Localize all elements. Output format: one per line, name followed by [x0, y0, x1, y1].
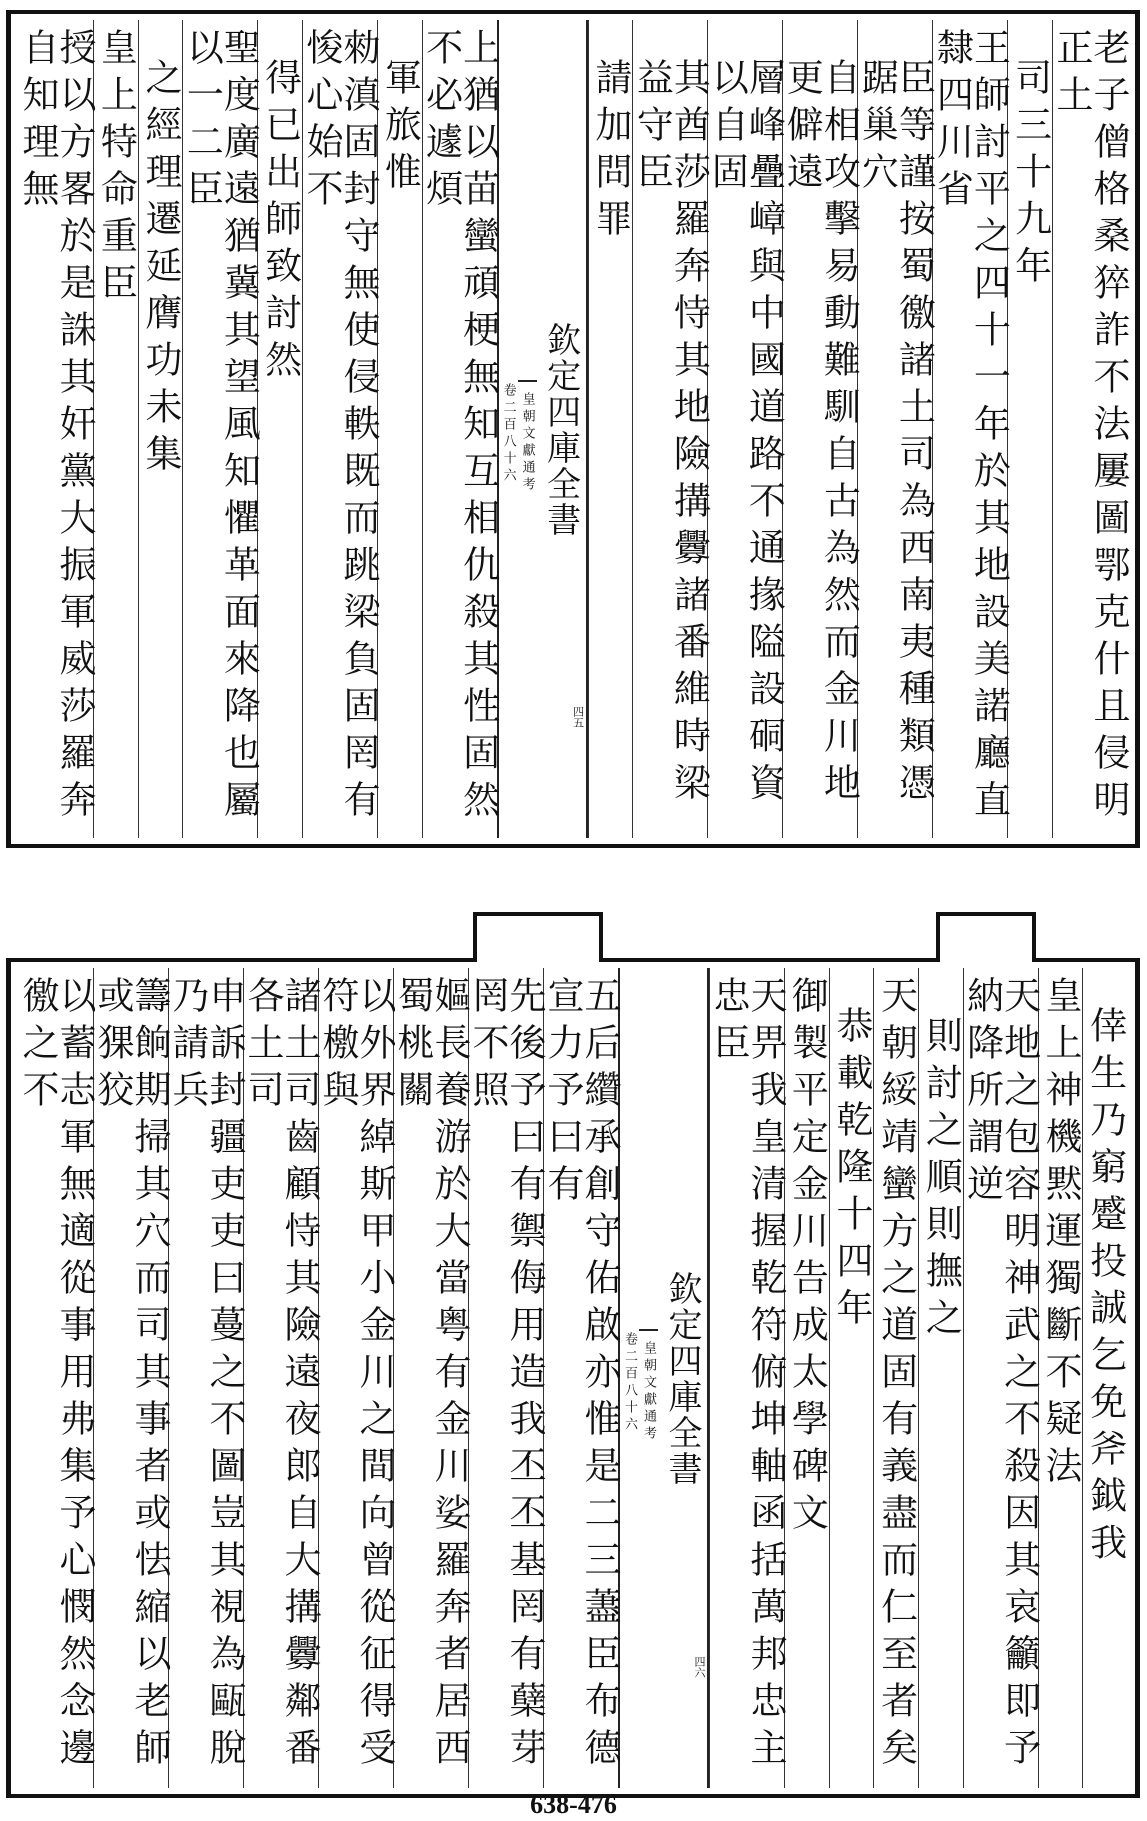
text-column [1050, 20, 1130, 838]
column-text: 先後予曰有禦侮用造我丕丕基罔有蘖芽罔不照 [465, 976, 546, 1775]
column-text: 以蓄志軍無適從事用弗集予心憫然念邊徼之不 [15, 976, 96, 1775]
text-column [299, 20, 380, 838]
section-title: 皇朝文獻通考 [518, 380, 537, 494]
text-column [93, 20, 138, 838]
text-column [419, 20, 500, 838]
text-column [390, 968, 471, 1788]
column-text: 天地之包容明神武之不殺因其哀籲即予納降所謂逆 [960, 976, 1041, 1775]
text-column [855, 20, 936, 838]
column-text: 請加問罪 [589, 58, 632, 246]
text-column [540, 968, 621, 1788]
text-column [873, 968, 918, 1788]
book-title: 欽定四庫全書 [661, 1271, 702, 1487]
column-text: 聖度廣遠猶冀其望風知懼革面來降也屬以一二臣 [180, 28, 261, 827]
text-column [588, 20, 633, 838]
text-column [706, 968, 787, 1788]
text-column [630, 20, 711, 838]
text-column [257, 20, 302, 838]
column-text: 五后纘承創守佑啟亦惟是二三藎臣布德宣力予曰有 [540, 976, 621, 1775]
column-text: 籌餉期掃其穴而司其事者或怯縮以老師或猓狡 [90, 976, 171, 1775]
column-text: 自相攻擊易動難馴自古為然而金川地更僻遠 [780, 58, 861, 810]
column-text: 層峰疊嶂與中國道路不通掾隘設硐資以自固 [705, 58, 786, 810]
column-text: 御製平定金川告成太學碑文 [785, 976, 829, 1540]
section-title: 皇朝文獻通考 [639, 1329, 658, 1443]
header-tab [473, 912, 603, 962]
text-column [930, 20, 1011, 838]
text-column [240, 968, 321, 1788]
column-text: 勑滇固封守無使侵軼既而跳梁負固罔有悛心始不 [299, 28, 380, 827]
column-text: 皇上神機黙運獨斷不疑法 [1039, 976, 1082, 1493]
column-text: 天畀我皇清握乾符俯坤軸函括萬邦忠主忠臣 [706, 976, 787, 1775]
column-text: 上猶以苗蠻頑梗無知互相仇殺其性固然不必遽煩 [419, 28, 500, 827]
page-top-columns [15, 20, 1130, 838]
text-column [15, 20, 96, 838]
text-column [960, 968, 1041, 1788]
volume-label: 卷二百八十六 [500, 383, 516, 485]
text-column [15, 968, 96, 1788]
column-text: 軍旅惟 [378, 58, 422, 199]
column-text: 得已出師致討然 [258, 58, 302, 387]
column-text: 天朝綏靖蠻方之道固有義盡而仁至者矣 [874, 976, 918, 1775]
column-text: 臣等謹按蜀徼諸土司為西南夷種類憑踞巢穴 [855, 58, 936, 810]
column-text: 倖生乃窮蹙投誠乞免斧鉞我 [1083, 1006, 1127, 1570]
text-column [1038, 968, 1083, 1788]
page-bottom [6, 958, 1140, 1798]
page-number: 638-476 [530, 1790, 617, 1819]
column-text: 以外界綽斯甲小金川之間向曾從征得受符檄與 [315, 976, 396, 1775]
leaf-number: 四六 [692, 1656, 706, 1678]
header-tab [936, 912, 1036, 962]
text-column [138, 20, 183, 838]
column-text: 老子僧格桑猝詐不法屢圖鄂克什且侵明正土 [1050, 28, 1130, 827]
column-text: 授以方畧於是誅其奸黨大振軍威莎羅奔自知理無 [15, 28, 96, 827]
column-text: 皇上特命重臣 [94, 28, 138, 310]
text-column [377, 20, 422, 838]
text-column [1082, 968, 1127, 1788]
text-column [180, 20, 261, 838]
column-text: 司三十九年 [1008, 58, 1052, 293]
text-column [829, 968, 874, 1788]
column-text: 之經理遷延膺功未集 [138, 58, 182, 481]
page-top [6, 10, 1140, 848]
column-text: 諸土司齒顧恃其險遠夜郎自大搆釁鄰番各土司 [240, 976, 321, 1775]
column-text: 王師討平之四十一年於其地設美諾廳直隸四川省 [930, 28, 1011, 827]
page-bottom-columns [15, 968, 1127, 1788]
column-text: 其酋莎羅奔恃其地險搆釁諸番維時梁益守臣 [630, 58, 711, 810]
text-column [705, 20, 786, 838]
column-text: 恭載乾隆十四年 [829, 1006, 873, 1335]
volume-label: 卷二百八十六 [621, 1332, 637, 1434]
text-column [315, 968, 396, 1788]
column-text: 申訴封疆吏吏曰蔓之不圖豈其視為甌脫乃請兵 [165, 976, 246, 1775]
text-column [1007, 20, 1052, 838]
text-column [918, 968, 963, 1788]
page-gutter-bottom [618, 968, 709, 1788]
text-column [90, 968, 171, 1788]
column-text: 嫗長養游於大當粤有金川娑羅奔者居西蜀桃關 [390, 976, 471, 1775]
text-column [784, 968, 829, 1788]
text-column [465, 968, 546, 1788]
text-column [165, 968, 246, 1788]
text-column [780, 20, 861, 838]
page-gutter-top [497, 20, 588, 838]
book-title: 欽定四庫全書 [540, 322, 581, 538]
leaf-number: 四五 [571, 706, 585, 728]
column-text: 則討之順則撫之 [919, 1016, 963, 1345]
